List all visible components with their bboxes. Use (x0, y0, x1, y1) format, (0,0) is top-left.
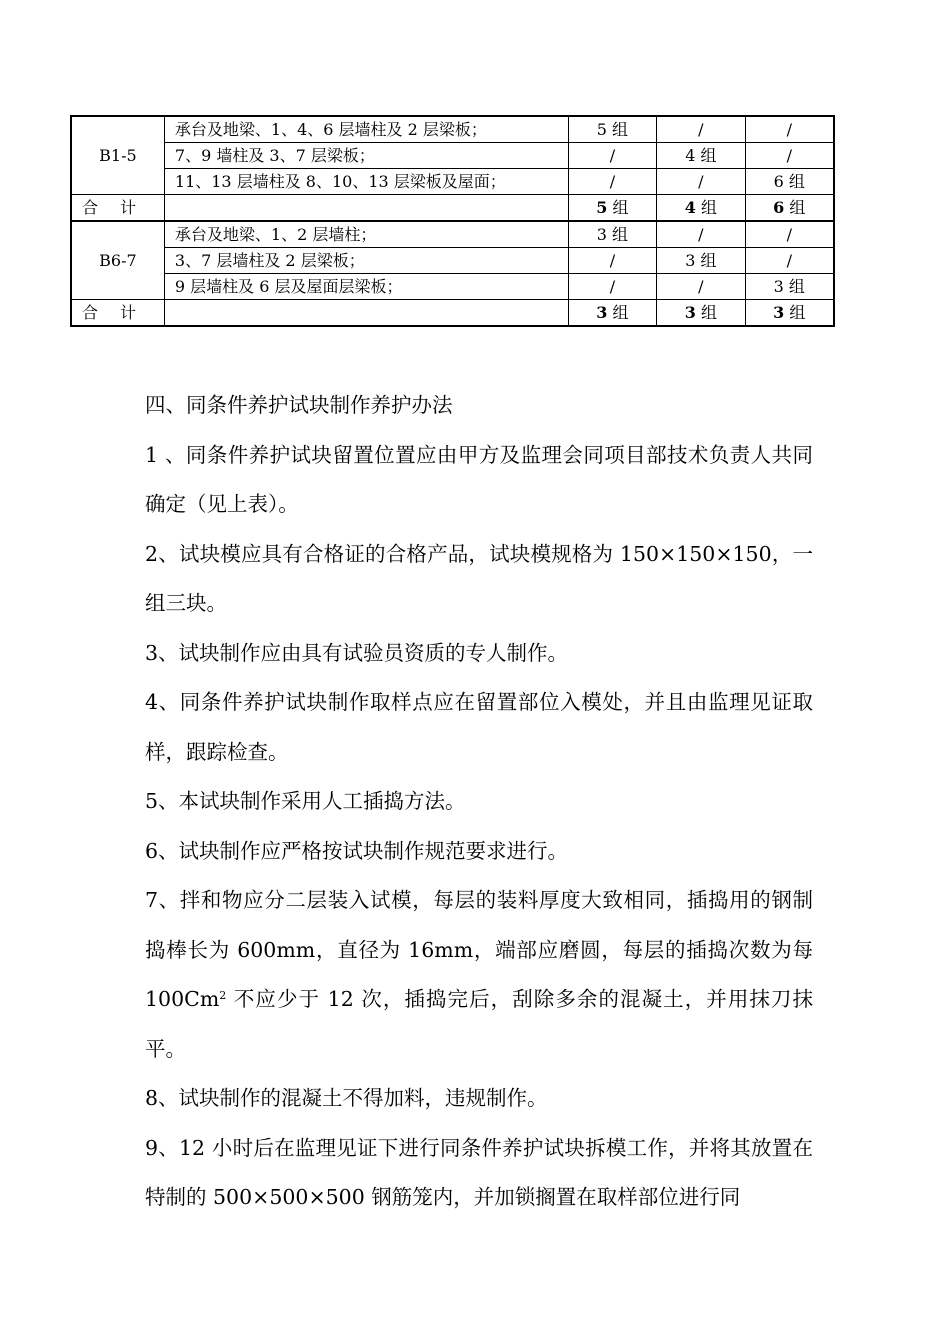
paragraph-9: 9、12 小时后在监理见证下进行同条件养护试块拆模工作，并将其放置在特制的 500×500×500 钢筋笼内，并加锁搁置在取样部位进行同 (145, 1135, 813, 1209)
row-desc: 9 层墙柱及 6 层及屋面层梁板； (164, 274, 568, 300)
row-desc: 11、13 层墙柱及 8、10、13 层梁板及屋面； (164, 169, 568, 195)
total-a: 3 组 (568, 300, 656, 327)
section-body (145, 381, 813, 1223)
specimen-table (70, 115, 835, 327)
cell-b: / (657, 221, 745, 248)
cell-c: 3 组 (745, 274, 834, 300)
total-row (71, 300, 834, 327)
table-row (71, 169, 834, 195)
cell-b: / (657, 169, 745, 195)
table-row (71, 221, 834, 248)
cell-b: / (657, 116, 745, 143)
cell-b: 3 组 (657, 248, 745, 274)
table-row (71, 274, 834, 300)
group-name: B6-7 (71, 221, 164, 300)
row-desc: 3、7 层墙柱及 2 层梁板； (164, 248, 568, 274)
paragraph-7-before: 7、拌和物应分二层装入试模，每层的装料厚度大致相同，插捣用的钢制捣棒长为 600mm，直径为 16mm，端部应磨圆，每层的插捣次数为每 100Cm (145, 888, 813, 1011)
table-row (71, 248, 834, 274)
total-row (71, 195, 834, 222)
cell-a: / (568, 274, 656, 300)
total-a: 5 组 (568, 195, 656, 222)
cell-c: 6 组 (745, 169, 834, 195)
cell-a: 3 组 (568, 221, 656, 248)
cell-c: / (745, 248, 834, 274)
section-heading: 四、同条件养护试块制作养护办法 (145, 393, 453, 417)
paragraph-2: 2、试块模应具有合格证的合格产品，试块模规格为 150×150×150，一组三块。 (145, 541, 813, 615)
total-empty (164, 195, 568, 222)
paragraph-6: 6、试块制作应严格按试块制作规范要求进行。 (145, 838, 569, 863)
cell-c: / (745, 221, 834, 248)
cell-a: / (568, 248, 656, 274)
paragraph-5: 5、本试块制作采用人工插捣方法。 (145, 789, 466, 813)
cell-a: / (568, 143, 656, 169)
cell-a: 5 组 (568, 116, 656, 143)
paragraph-7-after: 不应少于 12 次，插捣完后，刮除多余的混凝土，并用抹刀抹平。 (145, 987, 813, 1061)
total-label: 合计 (71, 300, 164, 327)
superscript-2: 2 (219, 989, 227, 1002)
cell-c: / (745, 116, 834, 143)
cell-c: / (745, 143, 834, 169)
cell-a: / (568, 169, 656, 195)
total-c: 6 组 (745, 195, 834, 222)
total-label: 合计 (71, 195, 164, 222)
cell-b: 4 组 (657, 143, 745, 169)
table-row (71, 143, 834, 169)
row-desc: 7、9 墙柱及 3、7 层梁板； (164, 143, 568, 169)
total-empty (164, 300, 568, 327)
total-c: 3 组 (745, 300, 834, 327)
total-b: 4 组 (657, 195, 745, 222)
paragraph-7 (145, 876, 813, 1074)
row-desc: 承台及地梁、1、2 层墙柱； (164, 221, 568, 248)
paragraph-4: 4、同条件养护试块制作取样点应在留置部位入模处，并且由监理见证取样，跟踪检查。 (145, 690, 813, 764)
row-desc: 承台及地梁、1、4、6 层墙柱及 2 层梁板； (164, 116, 568, 143)
group-name: B1-5 (71, 116, 164, 195)
cell-b: / (657, 274, 745, 300)
paragraph-1: 1 、同条件养护试块留置位置应由甲方及监理会同项目部技术负责人共同确定（见上表）。 (145, 442, 813, 516)
table-row (71, 116, 834, 143)
total-b: 3 组 (657, 300, 745, 327)
paragraph-3: 3、试块制作应由具有试验员资质的专人制作。 (145, 640, 569, 665)
paragraph-8: 8、试块制作的混凝土不得加料，违规制作。 (145, 1086, 548, 1110)
